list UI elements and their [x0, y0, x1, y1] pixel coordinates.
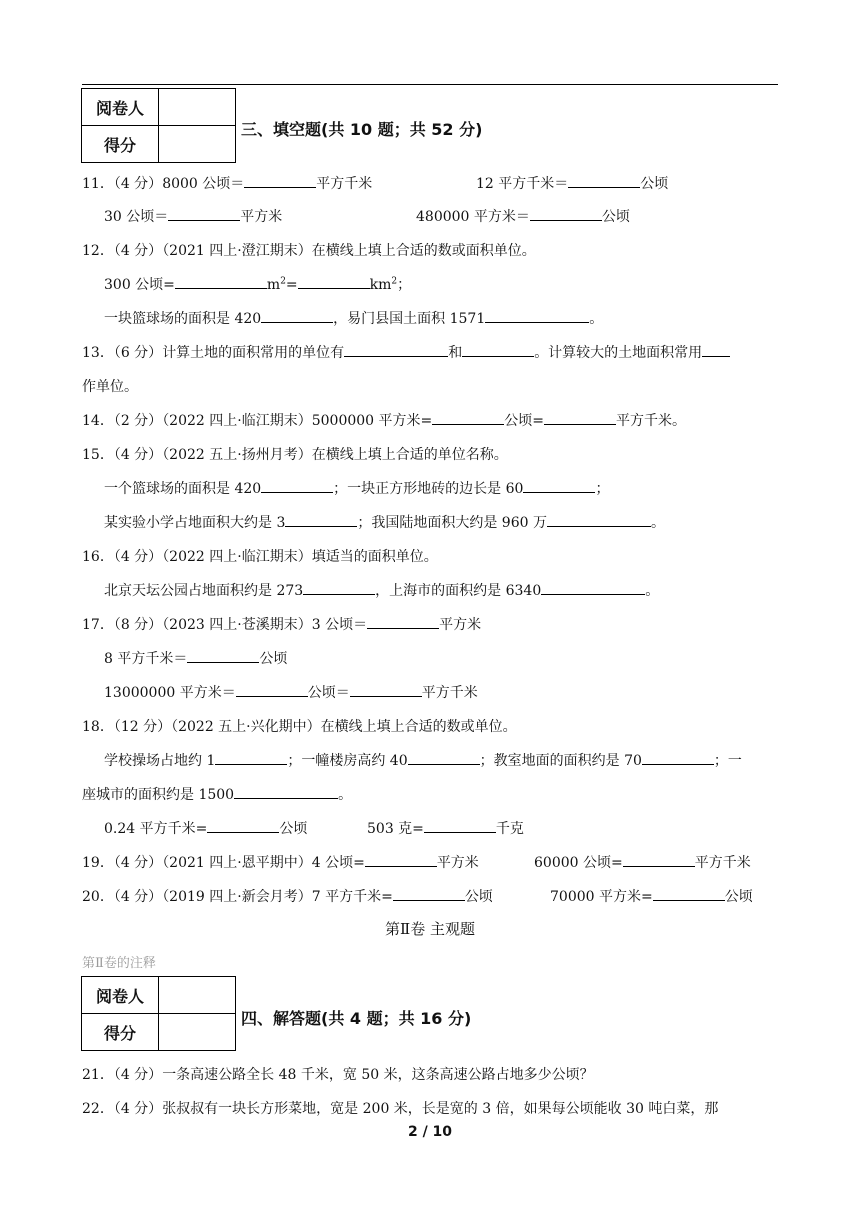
question-21: 21．（4 分）一条高速公路全长 48 千米，宽 50 米，这条高速公路占地多少公顷？ — [82, 1067, 594, 1083]
answer-blank[interactable] — [207, 818, 279, 833]
question-19: 19．（4 分）（2021 四上·恩平期中）4 公顷= 平方米 — [82, 852, 479, 872]
answer-blank[interactable] — [547, 512, 651, 527]
answer-blank[interactable] — [530, 206, 602, 221]
question-20: 20．（4 分）（2019 四上·新会月考）7 平方千米= 公顷 — [82, 886, 493, 906]
question-22: 22．（4 分）张叔叔有一块长方形菜地，宽是 200 米，长是宽的 3 倍，如果每公顷能收 30 吨白菜，那 — [82, 1101, 719, 1117]
grader-cell[interactable] — [159, 977, 236, 1014]
question-15-stem: 15．（4 分）（2022 五上·扬州月考）在横线上填上合适的单位名称。 — [82, 447, 508, 463]
answer-blank[interactable] — [623, 852, 695, 867]
answer-blank[interactable] — [234, 784, 338, 799]
answer-blank[interactable] — [168, 206, 240, 221]
answer-blank[interactable] — [367, 614, 439, 629]
answer-blank[interactable] — [285, 512, 357, 527]
answer-blank[interactable] — [244, 173, 316, 188]
question-score: （4 分） — [113, 176, 163, 192]
volume-2-note: 第Ⅱ卷的注释 — [82, 956, 156, 971]
answer-blank[interactable] — [541, 580, 645, 595]
question-number: 11． — [82, 176, 114, 192]
answer-blank[interactable] — [350, 682, 422, 697]
question-18-line-3: 0.24 平方千米= 公顷 — [104, 818, 307, 838]
question-18-stem: 18．（12 分）（2022 五上·兴化期中）在横线上填上合适的数或单位。 — [82, 719, 517, 735]
header-rule — [82, 84, 778, 85]
answer-blank[interactable] — [462, 342, 534, 357]
question-17-line-1: 17．（8 分）（2023 四上·苍溪期末）3 公顷＝ 平方米 — [82, 614, 481, 634]
question-17-line-2: 8 平方千米＝ 公顷 — [104, 648, 287, 668]
score-label: 得分 — [82, 1014, 159, 1051]
question-12-stem: 12．（4 分）（2021 四上·澄江期末）在横线上填上合适的数或面积单位。 — [82, 243, 536, 259]
answer-blank[interactable] — [365, 852, 437, 867]
question-14: 14．（2 分）（2022 四上·临江期末）5000000 平方米= 公顷= 平方千米。 — [82, 410, 686, 430]
answer-blank[interactable] — [523, 478, 595, 493]
question-17-line-3: 13000000 平方米＝ 公顷＝ 平方千米 — [104, 682, 478, 702]
score-box-section3 — [81, 88, 236, 163]
answer-blank[interactable] — [544, 410, 616, 425]
question-11-part-b: 12 平方千米＝ 公顷 — [476, 173, 668, 193]
answer-blank[interactable] — [261, 308, 333, 323]
section-title-fill-in: 三、填空题(共 10 题；共 52 分) — [241, 120, 483, 139]
question-13-line-2: 作单位。 — [82, 379, 138, 395]
score-cell[interactable] — [159, 1014, 236, 1051]
answer-blank[interactable] — [485, 308, 589, 323]
question-18-line-3b: 503 克= 千克 — [367, 818, 524, 838]
answer-blank[interactable] — [642, 750, 714, 765]
question-15-line-2: 某实验小学占地面积大约是 3 ；我国陆地面积大约是 960 万 。 — [104, 512, 665, 532]
score-label: 得分 — [82, 126, 159, 163]
section-title-answer: 四、解答题(共 4 题；共 16 分) — [241, 1009, 472, 1028]
question-12-line-2: 一块篮球场的面积是 420 ，易门县国土面积 1571 。 — [104, 308, 603, 328]
answer-blank[interactable] — [568, 173, 640, 188]
answer-blank[interactable] — [298, 274, 370, 289]
question-18-line-2: 座城市的面积约是 1500 。 — [82, 784, 352, 804]
answer-blank[interactable] — [702, 342, 730, 357]
question-18-line-1: 学校操场占地约 1 ；一幢楼房高约 40 ；教室地面的面积约是 70 ；一 — [104, 750, 742, 770]
question-19-part-b: 60000 公顷= 平方千米 — [534, 852, 751, 872]
volume-2-title: 第Ⅱ卷 主观题 — [385, 920, 475, 938]
answer-blank[interactable] — [215, 750, 287, 765]
answer-blank[interactable] — [303, 580, 375, 595]
answer-blank[interactable] — [236, 682, 308, 697]
question-13-line-1: 13．（6 分）计算土地的面积常用的单位有 和 。计算较大的土地面积常用 — [82, 342, 730, 362]
grader-label: 阅卷人 — [82, 977, 159, 1014]
question-12-line-1: 300 公顷= $m^2= km^2$； — [104, 274, 411, 294]
grader-label: 阅卷人 — [82, 89, 159, 126]
question-16-stem: 16．（4 分）（2022 四上·临江期末）填适当的面积单位。 — [82, 549, 438, 565]
answer-blank[interactable] — [408, 750, 480, 765]
question-16-line-1: 北京天坛公园占地面积约是 273 ，上海市的面积约是 6340 。 — [104, 580, 659, 600]
answer-blank[interactable] — [653, 886, 725, 901]
question-20-part-b: 70000 平方米= 公顷 — [550, 886, 753, 906]
question-11-part-d: 480000 平方米＝ 公顷 — [416, 206, 630, 226]
score-cell[interactable] — [159, 126, 236, 163]
answer-blank[interactable] — [344, 342, 448, 357]
answer-blank[interactable] — [424, 818, 496, 833]
question-11-line-2: 30 公顷＝ 平方米 — [104, 206, 282, 226]
page-number: 2 / 10 — [407, 1124, 453, 1140]
answer-blank[interactable] — [432, 410, 504, 425]
answer-blank[interactable] — [175, 274, 267, 289]
question-11-line-1: 11．（4 分）8000 公顷＝ 平方千米 — [82, 173, 372, 193]
score-box-section4 — [81, 976, 236, 1051]
grader-cell[interactable] — [159, 89, 236, 126]
answer-blank[interactable] — [187, 648, 259, 663]
question-15-line-1: 一个篮球场的面积是 420 ；一块正方形地砖的边长是 60 ； — [104, 478, 609, 498]
answer-blank[interactable] — [393, 886, 465, 901]
answer-blank[interactable] — [261, 478, 333, 493]
